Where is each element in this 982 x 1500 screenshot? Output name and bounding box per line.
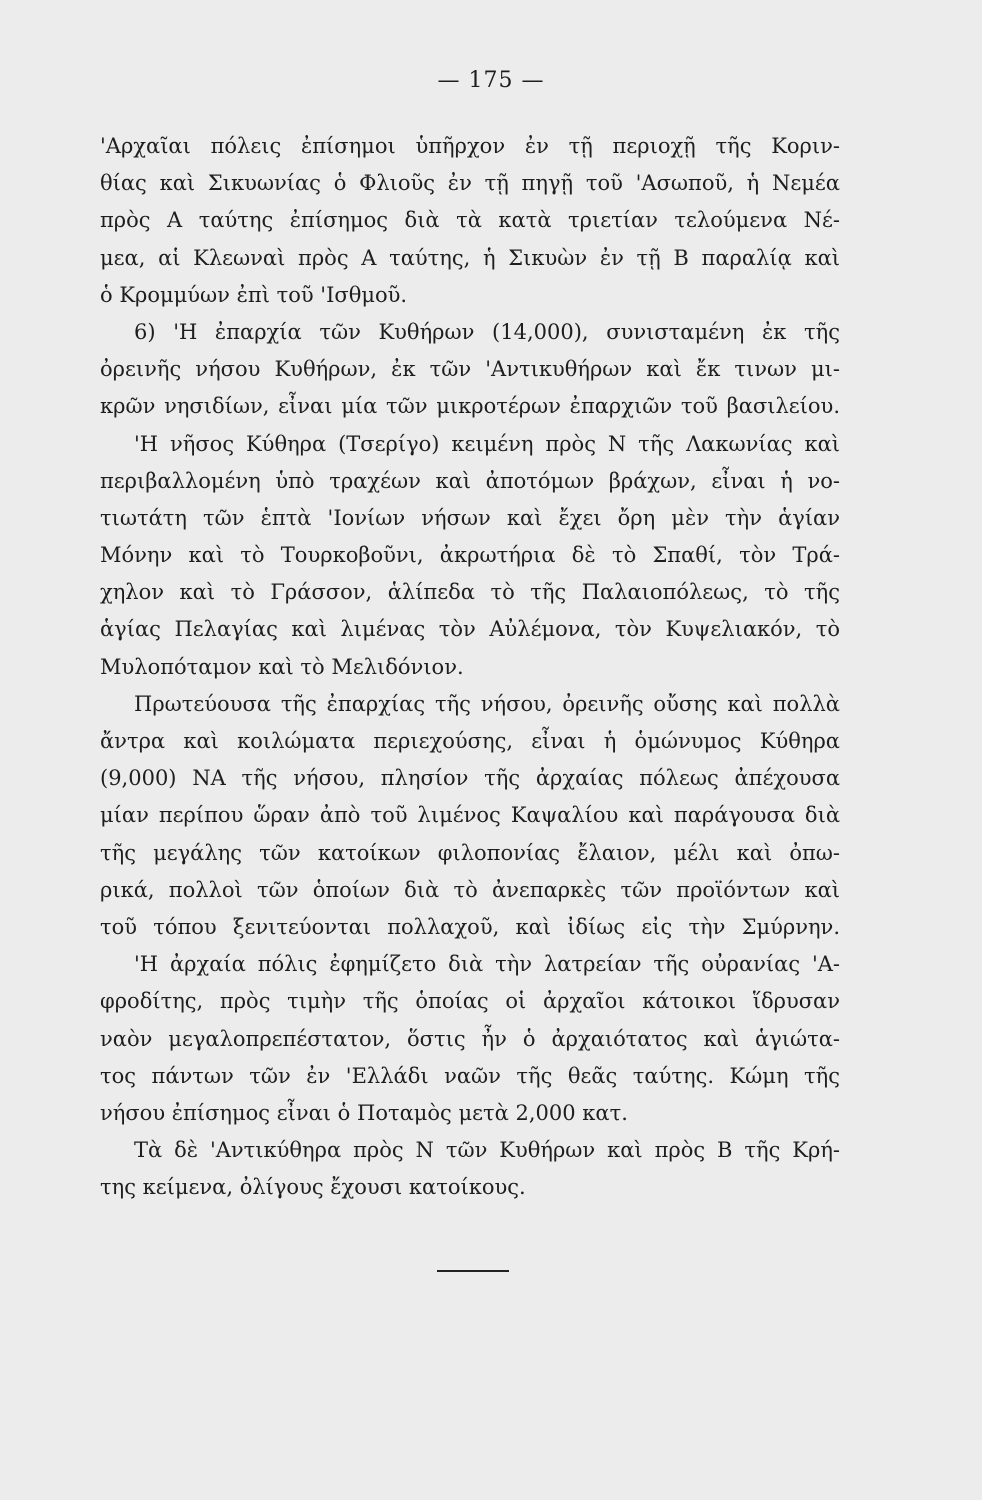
text-line: Μόνην καὶ τὸ Τουρκοβοῦνι, ἀκρωτήρια δὲ τὸ Σπαθί, τὸν Τρά- bbox=[100, 543, 840, 568]
text-line: τιωτάτη τῶν ἑπτὰ 'Ιονίων νήσων καὶ ἔχει ὄρη μὲν τὴν ἁγίαν bbox=[100, 505, 840, 530]
text-line: τος πάντων τῶν ἐν 'Ελλάδι ναῶν τῆς θεᾶς ταύτης. Κώμη τῆς bbox=[100, 1063, 840, 1088]
text-line: θίας καὶ Σικυωνίας ὁ Φλιοῦς ἐν τῇ πηγῇ τοῦ 'Ασωποῦ, ἡ Νεμέα bbox=[100, 171, 840, 196]
text-line: 'Αρχαῖαι πόλεις ἐπίσημοι ὑπῆρχον ἐν τῇ περιοχῇ τῆς Κοριν- bbox=[100, 134, 840, 158]
text-line: ρικά, πολλοὶ τῶν ὁποίων διὰ τὸ ἀνεπαρκὲς τῶν προϊόντων καὶ bbox=[100, 877, 840, 902]
text-line: ναὸν μεγαλοπρεπέστατον, ὅστις ἦν ὁ ἀρχαιότατος καὶ ἁγιώτα- bbox=[100, 1026, 840, 1051]
text-line: φροδίτης, πρὸς τιμὴν τῆς ὁποίας οἱ ἀρχαῖοι κάτοικοι ἵδρυσαν bbox=[100, 989, 840, 1014]
text-line: Μυλοπόταμον καὶ τὸ Μελιδόνιον. bbox=[100, 654, 464, 679]
page-number: — 175 — bbox=[437, 68, 545, 93]
paragraph-start-line: Πρωτεύουσα τῆς ἐπαρχίας τῆς νήσου, ὀρεινῆς οὔσης καὶ πολλὰ bbox=[134, 691, 840, 716]
paragraph-start-line: 'Η ἀρχαία πόλις ἐφημίζετο διὰ τὴν λατρείαν τῆς οὐρανίας 'Α- bbox=[134, 952, 840, 977]
text-line: χηλον καὶ τὸ Γράσσον, ἁλίπεδα τὸ τῆς Παλαιοπόλεως, τὸ τῆς bbox=[100, 580, 840, 605]
text-line: νήσου ἐπίσημος εἶναι ὁ Ποταμὸς μετὰ 2,000 κατ. bbox=[100, 1100, 628, 1125]
text-line: τοῦ τόπου ξενιτεύονται πολλαχοῦ, καὶ ἰδίως εἰς τὴν Σμύρνην. bbox=[100, 914, 840, 939]
text-line: ὁ Κρομμύων ἐπὶ τοῦ 'Ισθμοῦ. bbox=[100, 282, 408, 307]
text-line: μίαν περίπου ὥραν ἀπὸ τοῦ λιμένος Καψαλίου καὶ παράγουσα διὰ bbox=[100, 803, 840, 828]
section-heading-line: 6) 'Η ἐπαρχία τῶν Κυθήρων (14,000), συνισταμένη ἐκ τῆς bbox=[134, 319, 840, 344]
text-line: ἄντρα καὶ κοιλώματα περιεχούσης, εἶναι ἡ ὁμώνυμος Κύθηρα bbox=[100, 729, 840, 753]
text-line: ὀρεινῆς νήσου Κυθήρων, ἐκ τῶν 'Αντικυθήρων καὶ ἔκ τινων μι- bbox=[100, 357, 840, 382]
text-line: περιβαλλομένη ὑπὸ τραχέων καὶ ἀποτόμων βράχων, εἶναι ἡ νο- bbox=[100, 468, 840, 493]
body-text bbox=[100, 128, 840, 1206]
text-line: ἁγίας Πελαγίας καὶ λιμένας τὸν Αὐλέμονα, τὸν Κυψελιακόν, τὸ bbox=[100, 617, 840, 642]
text-line: της κείμενα, ὀλίγους ἔχουσι κατοίκους. bbox=[100, 1175, 526, 1200]
text-line: κρῶν νησιδίων, εἶναι μία τῶν μικροτέρων ἐπαρχιῶν τοῦ βασιλείου. bbox=[100, 394, 840, 419]
section-divider bbox=[437, 1270, 509, 1272]
paragraph-start-line: Τὰ δὲ 'Αντικύθηρα πρὸς Ν τῶν Κυθήρων καὶ πρὸς Β τῆς Κρή- bbox=[134, 1138, 840, 1163]
text-line: πρὸς Α ταύτης ἐπίσημος διὰ τὰ κατὰ τριετίαν τελούμενα Νέ- bbox=[100, 208, 840, 233]
paragraph-start-line: 'Η νῆσος Κύθηρα (Τσερίγο) κειμένη πρὸς Ν τῆς Λακωνίας καὶ bbox=[134, 431, 840, 456]
text-line: μεα, αἱ Κλεωναὶ πρὸς Α ταύτης, ἡ Σικυὼν ἐν τῇ Β παραλίᾳ καὶ bbox=[100, 245, 840, 270]
text-line: τῆς μεγάλης τῶν κατοίκων φιλοπονίας ἔλαιον, μέλι καὶ ὀπω- bbox=[100, 840, 840, 865]
text-line: (9,000) ΝΑ τῆς νήσου, πλησίον τῆς ἀρχαίας πόλεως ἀπέχουσα bbox=[100, 766, 840, 791]
